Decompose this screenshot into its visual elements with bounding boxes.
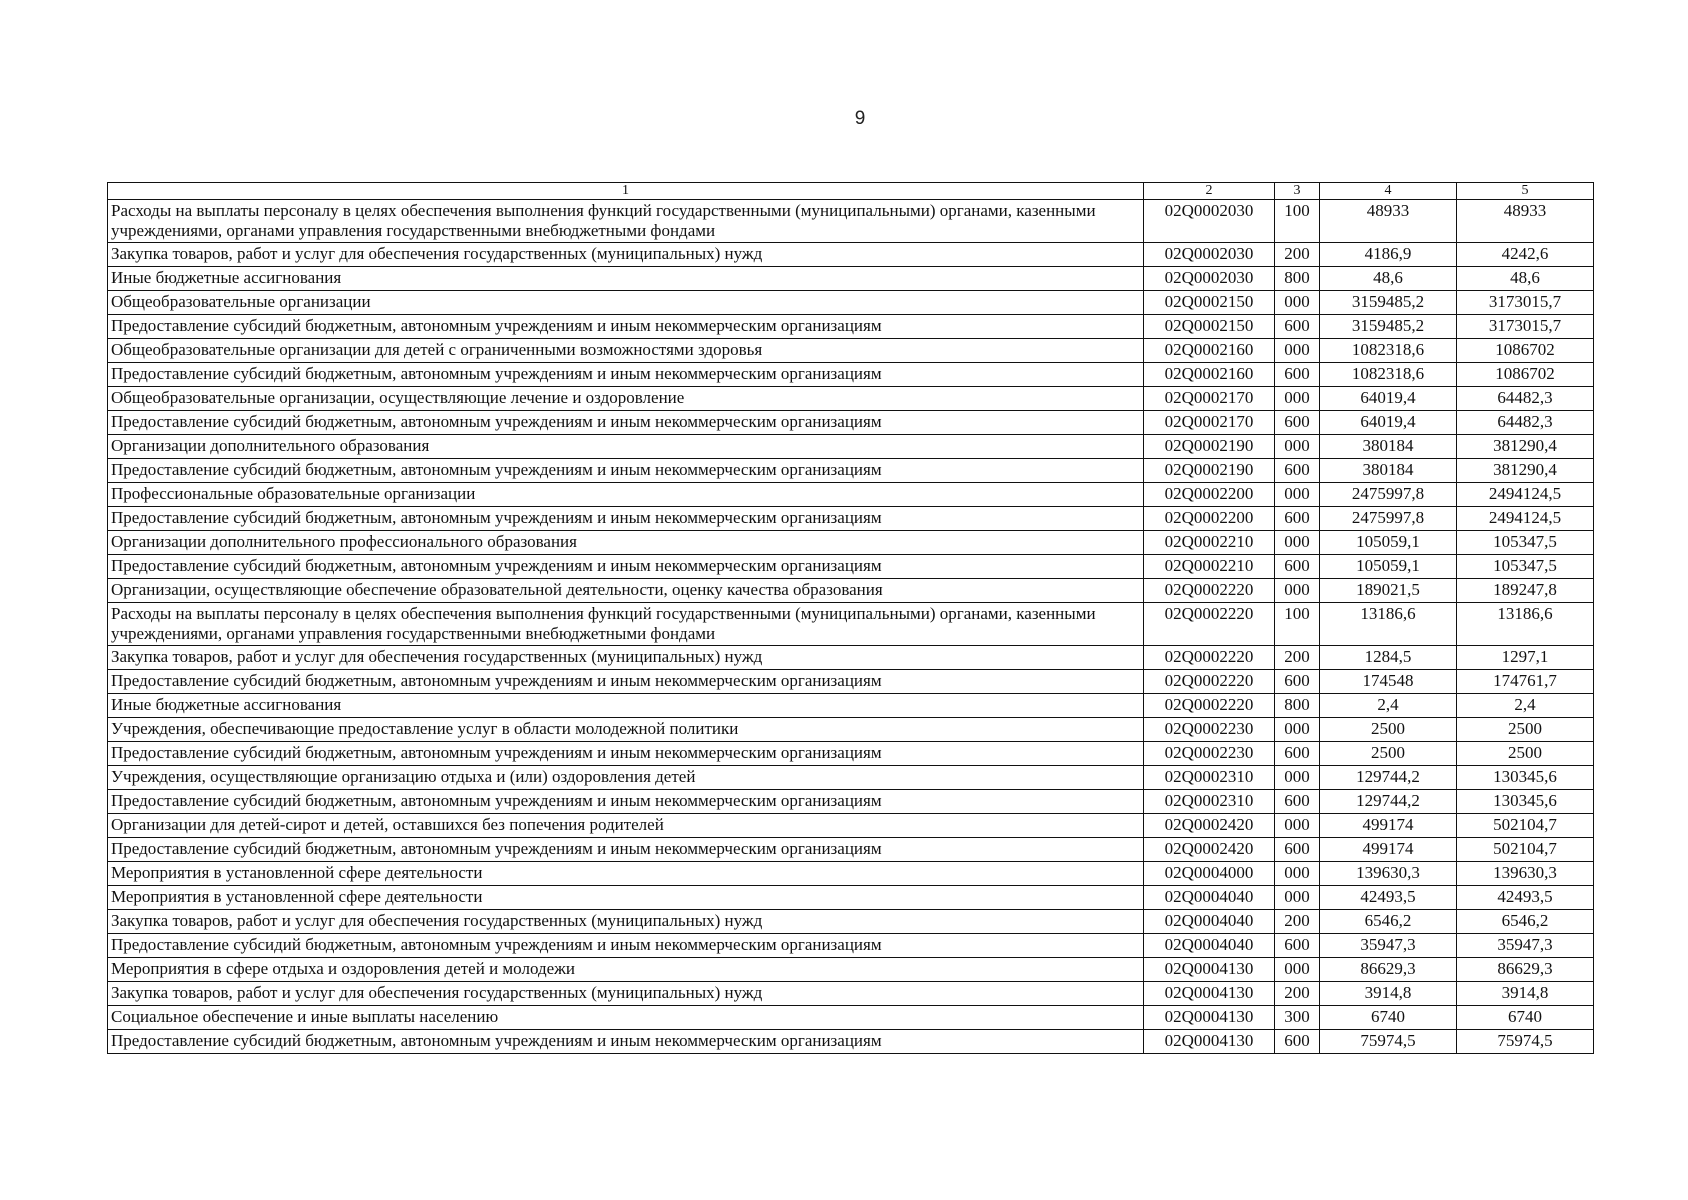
table-row — [108, 934, 1594, 958]
row-code-cell: 02Q0002230 — [1144, 742, 1275, 766]
table-row — [108, 315, 1594, 339]
row-value-col4-cell: 129744,2 — [1320, 766, 1457, 790]
row-value-col4-cell: 48933 — [1320, 200, 1457, 243]
row-name-cell: Организации дополнительного образования — [108, 435, 1144, 459]
row-name-cell: Закупка товаров, работ и услуг для обеспечения государственных (муниципальных) нужд — [108, 646, 1144, 670]
row-value-col5-cell: 64482,3 — [1457, 411, 1594, 435]
row-code-cell: 02Q0002230 — [1144, 718, 1275, 742]
row-value-col4-cell: 86629,3 — [1320, 958, 1457, 982]
row-value-col5-cell: 48933 — [1457, 200, 1594, 243]
row-name-cell: Организации для детей-сирот и детей, оставшихся без попечения родителей — [108, 814, 1144, 838]
table-row — [108, 459, 1594, 483]
row-code-cell: 02Q0002170 — [1144, 411, 1275, 435]
row-name-cell: Мероприятия в установленной сфере деятельности — [108, 862, 1144, 886]
row-code-cell: 02Q0004040 — [1144, 934, 1275, 958]
row-value-col4-cell: 380184 — [1320, 435, 1457, 459]
table-row — [108, 200, 1594, 243]
row-name-cell: Предоставление субсидий бюджетным, автономным учреждениям и иным некоммерческим организациям — [108, 934, 1144, 958]
table-row — [108, 814, 1594, 838]
row-value-col5-cell: 130345,6 — [1457, 790, 1594, 814]
row-code-cell: 02Q0002310 — [1144, 766, 1275, 790]
table-row — [108, 243, 1594, 267]
row-value-col4-cell: 189021,5 — [1320, 579, 1457, 603]
row-value-col5-cell: 381290,4 — [1457, 435, 1594, 459]
row-value-col4-cell: 2,4 — [1320, 694, 1457, 718]
row-type-cell: 200 — [1275, 982, 1320, 1006]
table-row — [108, 339, 1594, 363]
row-code-cell: 02Q0002420 — [1144, 814, 1275, 838]
row-name-cell: Социальное обеспечение и иные выплаты населению — [108, 1006, 1144, 1030]
table-row — [108, 766, 1594, 790]
row-name-cell: Предоставление субсидий бюджетным, автономным учреждениям и иным некоммерческим организациям — [108, 363, 1144, 387]
row-name-cell: Предоставление субсидий бюджетным, автономным учреждениям и иным некоммерческим организациям — [108, 742, 1144, 766]
row-code-cell: 02Q0002030 — [1144, 200, 1275, 243]
row-value-col4-cell: 2500 — [1320, 718, 1457, 742]
row-name-cell: Расходы на выплаты персоналу в целях обеспечения выполнения функций государственными (муниципальными) органами, казенными учреждениями, органами управления государственными внебюджетными фондами — [108, 200, 1144, 243]
row-type-cell: 000 — [1275, 435, 1320, 459]
row-value-col5-cell: 2494124,5 — [1457, 483, 1594, 507]
row-value-col4-cell: 174548 — [1320, 670, 1457, 694]
row-code-cell: 02Q0002220 — [1144, 603, 1275, 646]
row-type-cell: 600 — [1275, 315, 1320, 339]
row-type-cell: 600 — [1275, 507, 1320, 531]
table-row — [108, 603, 1594, 646]
row-type-cell: 000 — [1275, 531, 1320, 555]
row-type-cell: 000 — [1275, 339, 1320, 363]
row-type-cell: 600 — [1275, 790, 1320, 814]
row-name-cell: Мероприятия в сфере отдыха и оздоровления детей и молодежи — [108, 958, 1144, 982]
row-value-col5-cell: 502104,7 — [1457, 814, 1594, 838]
row-value-col5-cell: 502104,7 — [1457, 838, 1594, 862]
row-type-cell: 000 — [1275, 958, 1320, 982]
row-code-cell: 02Q0002420 — [1144, 838, 1275, 862]
table-row — [108, 838, 1594, 862]
table-row — [108, 862, 1594, 886]
row-name-cell: Предоставление субсидий бюджетным, автономным учреждениям и иным некоммерческим организациям — [108, 555, 1144, 579]
row-type-cell: 300 — [1275, 1006, 1320, 1030]
row-type-cell: 000 — [1275, 387, 1320, 411]
row-type-cell: 200 — [1275, 243, 1320, 267]
row-type-cell: 100 — [1275, 200, 1320, 243]
row-name-cell: Предоставление субсидий бюджетным, автономным учреждениям и иным некоммерческим организациям — [108, 838, 1144, 862]
row-name-cell: Учреждения, осуществляющие организацию отдыха и (или) оздоровления детей — [108, 766, 1144, 790]
row-value-col4-cell: 4186,9 — [1320, 243, 1457, 267]
row-value-col5-cell: 130345,6 — [1457, 766, 1594, 790]
row-type-cell: 200 — [1275, 910, 1320, 934]
row-type-cell: 600 — [1275, 934, 1320, 958]
row-type-cell: 600 — [1275, 555, 1320, 579]
row-code-cell: 02Q0004000 — [1144, 862, 1275, 886]
row-type-cell: 800 — [1275, 267, 1320, 291]
row-name-cell: Закупка товаров, работ и услуг для обеспечения государственных (муниципальных) нужд — [108, 982, 1144, 1006]
row-code-cell: 02Q0004130 — [1144, 1030, 1275, 1054]
row-type-cell: 200 — [1275, 646, 1320, 670]
row-name-cell: Мероприятия в установленной сфере деятельности — [108, 886, 1144, 910]
row-type-cell: 800 — [1275, 694, 1320, 718]
row-name-cell: Профессиональные образовательные организации — [108, 483, 1144, 507]
row-value-col5-cell: 139630,3 — [1457, 862, 1594, 886]
row-value-col5-cell: 6546,2 — [1457, 910, 1594, 934]
row-code-cell: 02Q0002170 — [1144, 387, 1275, 411]
table-row — [108, 411, 1594, 435]
row-code-cell: 02Q0002160 — [1144, 363, 1275, 387]
table-row — [108, 483, 1594, 507]
row-value-col5-cell: 105347,5 — [1457, 531, 1594, 555]
row-type-cell: 000 — [1275, 291, 1320, 315]
row-code-cell: 02Q0002030 — [1144, 267, 1275, 291]
row-type-cell: 600 — [1275, 411, 1320, 435]
table-row — [108, 670, 1594, 694]
row-name-cell: Расходы на выплаты персоналу в целях обеспечения выполнения функций государственными (муниципальными) органами, казенными учреждениями, органами управления государственными внебюджетными фондами — [108, 603, 1144, 646]
row-name-cell: Предоставление субсидий бюджетным, автономным учреждениям и иным некоммерческим организациям — [108, 411, 1144, 435]
row-value-col5-cell: 42493,5 — [1457, 886, 1594, 910]
row-value-col5-cell: 2500 — [1457, 742, 1594, 766]
row-value-col4-cell: 2475997,8 — [1320, 483, 1457, 507]
row-code-cell: 02Q0002220 — [1144, 670, 1275, 694]
row-code-cell: 02Q0002150 — [1144, 291, 1275, 315]
header-col-4: 4 — [1320, 183, 1457, 200]
row-code-cell: 02Q0004130 — [1144, 1006, 1275, 1030]
table-body — [108, 200, 1594, 1054]
row-value-col4-cell: 35947,3 — [1320, 934, 1457, 958]
row-value-col4-cell: 139630,3 — [1320, 862, 1457, 886]
row-type-cell: 600 — [1275, 742, 1320, 766]
budget-table — [107, 182, 1594, 1054]
row-value-col5-cell: 1297,1 — [1457, 646, 1594, 670]
row-name-cell: Иные бюджетные ассигнования — [108, 694, 1144, 718]
row-type-cell: 000 — [1275, 579, 1320, 603]
row-value-col4-cell: 2500 — [1320, 742, 1457, 766]
row-code-cell: 02Q0002160 — [1144, 339, 1275, 363]
row-name-cell: Предоставление субсидий бюджетным, автономным учреждениям и иным некоммерческим организациям — [108, 315, 1144, 339]
row-name-cell: Организации, осуществляющие обеспечение образовательной деятельности, оценку качества образования — [108, 579, 1144, 603]
row-value-col4-cell: 3159485,2 — [1320, 291, 1457, 315]
page-number: 9 — [854, 108, 866, 129]
row-type-cell: 000 — [1275, 814, 1320, 838]
row-value-col5-cell: 4242,6 — [1457, 243, 1594, 267]
row-name-cell: Предоставление субсидий бюджетным, автономным учреждениям и иным некоммерческим организациям — [108, 459, 1144, 483]
row-name-cell: Учреждения, обеспечивающие предоставление услуг в области молодежной политики — [108, 718, 1144, 742]
row-value-col4-cell: 380184 — [1320, 459, 1457, 483]
row-code-cell: 02Q0002150 — [1144, 315, 1275, 339]
row-value-col4-cell: 13186,6 — [1320, 603, 1457, 646]
row-code-cell: 02Q0002220 — [1144, 579, 1275, 603]
row-value-col4-cell: 6740 — [1320, 1006, 1457, 1030]
row-code-cell: 02Q0002220 — [1144, 694, 1275, 718]
table-row — [108, 435, 1594, 459]
row-value-col5-cell: 13186,6 — [1457, 603, 1594, 646]
row-value-col4-cell: 1284,5 — [1320, 646, 1457, 670]
table-row — [108, 555, 1594, 579]
table-row — [108, 958, 1594, 982]
row-value-col4-cell: 6546,2 — [1320, 910, 1457, 934]
row-type-cell: 600 — [1275, 670, 1320, 694]
row-code-cell: 02Q0002200 — [1144, 483, 1275, 507]
row-code-cell: 02Q0002030 — [1144, 243, 1275, 267]
row-value-col4-cell: 64019,4 — [1320, 411, 1457, 435]
row-code-cell: 02Q0002310 — [1144, 790, 1275, 814]
header-col-3: 3 — [1275, 183, 1320, 200]
row-name-cell: Предоставление субсидий бюджетным, автономным учреждениям и иным некоммерческим организациям — [108, 790, 1144, 814]
row-name-cell: Закупка товаров, работ и услуг для обеспечения государственных (муниципальных) нужд — [108, 910, 1144, 934]
row-value-col4-cell: 1082318,6 — [1320, 363, 1457, 387]
row-code-cell: 02Q0002190 — [1144, 435, 1275, 459]
row-type-cell: 600 — [1275, 363, 1320, 387]
row-name-cell: Иные бюджетные ассигнования — [108, 267, 1144, 291]
table-row — [108, 387, 1594, 411]
row-value-col5-cell: 2500 — [1457, 718, 1594, 742]
table-row — [108, 982, 1594, 1006]
table-row — [108, 363, 1594, 387]
table-row — [108, 742, 1594, 766]
row-code-cell: 02Q0002210 — [1144, 531, 1275, 555]
row-name-cell: Общеобразовательные организации для детей с ограниченными возможностями здоровья — [108, 339, 1144, 363]
row-type-cell: 000 — [1275, 886, 1320, 910]
row-code-cell: 02Q0002220 — [1144, 646, 1275, 670]
header-row — [108, 183, 1594, 200]
row-type-cell: 000 — [1275, 766, 1320, 790]
row-code-cell: 02Q0004130 — [1144, 958, 1275, 982]
row-name-cell: Предоставление субсидий бюджетным, автономным учреждениям и иным некоммерческим организациям — [108, 1030, 1144, 1054]
row-value-col4-cell: 48,6 — [1320, 267, 1457, 291]
table-row — [108, 886, 1594, 910]
row-type-cell: 000 — [1275, 483, 1320, 507]
row-name-cell: Общеобразовательные организации, осуществляющие лечение и оздоровление — [108, 387, 1144, 411]
row-type-cell: 100 — [1275, 603, 1320, 646]
row-value-col5-cell: 2494124,5 — [1457, 507, 1594, 531]
row-type-cell: 600 — [1275, 1030, 1320, 1054]
row-value-col5-cell: 1086702 — [1457, 339, 1594, 363]
row-value-col5-cell: 3914,8 — [1457, 982, 1594, 1006]
table-row — [108, 291, 1594, 315]
row-value-col4-cell: 42493,5 — [1320, 886, 1457, 910]
row-name-cell: Предоставление субсидий бюджетным, автономным учреждениям и иным некоммерческим организациям — [108, 507, 1144, 531]
table-row — [108, 579, 1594, 603]
table-row — [108, 507, 1594, 531]
row-code-cell: 02Q0002190 — [1144, 459, 1275, 483]
row-type-cell: 600 — [1275, 838, 1320, 862]
row-code-cell: 02Q0002200 — [1144, 507, 1275, 531]
row-value-col5-cell: 1086702 — [1457, 363, 1594, 387]
table-row — [108, 646, 1594, 670]
row-value-col4-cell: 105059,1 — [1320, 555, 1457, 579]
table-row — [108, 694, 1594, 718]
row-value-col4-cell: 105059,1 — [1320, 531, 1457, 555]
row-code-cell: 02Q0004130 — [1144, 982, 1275, 1006]
row-code-cell: 02Q0002210 — [1144, 555, 1275, 579]
header-col-2: 2 — [1144, 183, 1275, 200]
table-row — [108, 718, 1594, 742]
row-value-col5-cell: 381290,4 — [1457, 459, 1594, 483]
row-type-cell: 000 — [1275, 718, 1320, 742]
row-value-col5-cell: 35947,3 — [1457, 934, 1594, 958]
budget-table-container — [107, 182, 1593, 1054]
row-value-col5-cell: 75974,5 — [1457, 1030, 1594, 1054]
header-col-1: 1 — [108, 183, 1144, 200]
row-name-cell: Организации дополнительного профессионального образования — [108, 531, 1144, 555]
table-row — [108, 790, 1594, 814]
row-value-col5-cell: 3173015,7 — [1457, 315, 1594, 339]
row-value-col4-cell: 499174 — [1320, 838, 1457, 862]
table-row — [108, 267, 1594, 291]
table-header — [108, 183, 1594, 200]
row-value-col4-cell: 3159485,2 — [1320, 315, 1457, 339]
row-value-col5-cell: 48,6 — [1457, 267, 1594, 291]
row-value-col4-cell: 3914,8 — [1320, 982, 1457, 1006]
header-col-5: 5 — [1457, 183, 1594, 200]
row-value-col5-cell: 189247,8 — [1457, 579, 1594, 603]
row-value-col4-cell: 1082318,6 — [1320, 339, 1457, 363]
row-value-col4-cell: 129744,2 — [1320, 790, 1457, 814]
row-value-col4-cell: 499174 — [1320, 814, 1457, 838]
row-value-col5-cell: 86629,3 — [1457, 958, 1594, 982]
row-code-cell: 02Q0004040 — [1144, 910, 1275, 934]
row-name-cell: Общеобразовательные организации — [108, 291, 1144, 315]
row-code-cell: 02Q0004040 — [1144, 886, 1275, 910]
row-value-col4-cell: 75974,5 — [1320, 1030, 1457, 1054]
table-row — [108, 531, 1594, 555]
row-value-col5-cell: 64482,3 — [1457, 387, 1594, 411]
row-name-cell: Предоставление субсидий бюджетным, автономным учреждениям и иным некоммерческим организациям — [108, 670, 1144, 694]
row-type-cell: 000 — [1275, 862, 1320, 886]
row-type-cell: 600 — [1275, 459, 1320, 483]
row-value-col4-cell: 64019,4 — [1320, 387, 1457, 411]
table-row — [108, 910, 1594, 934]
table-row — [108, 1006, 1594, 1030]
row-value-col4-cell: 2475997,8 — [1320, 507, 1457, 531]
row-value-col5-cell: 174761,7 — [1457, 670, 1594, 694]
row-value-col5-cell: 6740 — [1457, 1006, 1594, 1030]
table-row — [108, 1030, 1594, 1054]
row-value-col5-cell: 3173015,7 — [1457, 291, 1594, 315]
row-name-cell: Закупка товаров, работ и услуг для обеспечения государственных (муниципальных) нужд — [108, 243, 1144, 267]
row-value-col5-cell: 2,4 — [1457, 694, 1594, 718]
row-value-col5-cell: 105347,5 — [1457, 555, 1594, 579]
